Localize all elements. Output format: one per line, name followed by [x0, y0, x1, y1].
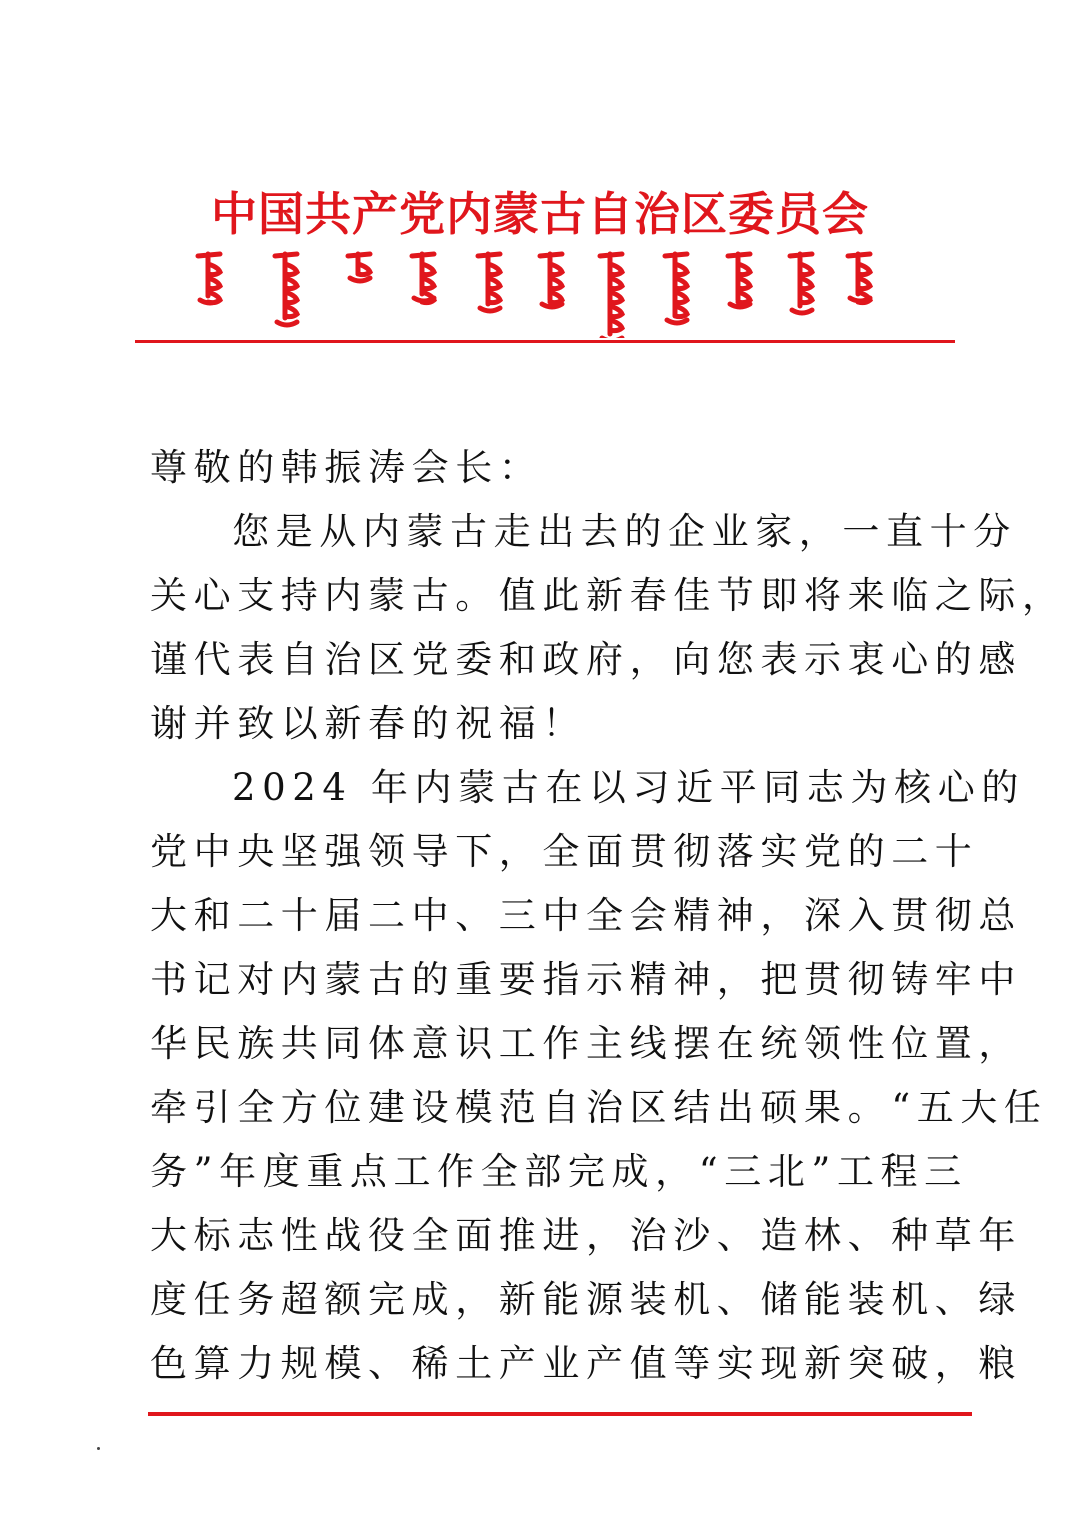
salutation-line: 尊敬的韩振涛会长：: [150, 446, 543, 489]
mongolian-word-glyph: [665, 254, 687, 323]
paragraph-text: 您是从内蒙古走出去的企业家，一直十分: [232, 510, 1017, 553]
mongolian-word-glyph: [348, 254, 370, 281]
header-divider: [135, 340, 955, 343]
paragraph-line: [150, 756, 1025, 820]
paragraph-line: 大标志性战役全面推进，治沙、造林、种草年: [150, 1214, 1022, 1257]
paragraph-line: [150, 500, 1017, 564]
paragraph-line: 关心支持内蒙古。值此新春佳节即将来临之际，: [150, 574, 1066, 617]
paragraph-line: 书记对内蒙古的重要指示精神，把贯彻铸牢中: [150, 958, 1022, 1001]
mongolian-word-glyph: [848, 254, 870, 303]
paragraph-line: 牵引全方位建设模范自治区结出硕果。“五大任: [150, 1086, 1048, 1129]
letterhead-title: 中国共产党内蒙古自治区委员会: [211, 187, 869, 241]
mongolian-word-glyph: [790, 254, 812, 313]
mongolian-word-glyph: [600, 254, 622, 338]
mongolian-word-glyph: [412, 254, 434, 303]
mongolian-word-glyph: [198, 254, 220, 303]
paragraph-line: 大和二十届二中、三中全会精神，深入贯彻总: [150, 894, 1022, 937]
mongolian-script-logotype: [190, 238, 900, 338]
paragraph-line: 度任务超额完成，新能源装机、储能装机、绿: [150, 1278, 1022, 1321]
mongolian-word-glyph: [275, 254, 297, 325]
paragraph-line: 谢并致以新春的祝福！: [150, 702, 586, 745]
paragraph-text: 2024 年内蒙古在以习近平同志为核心的: [232, 766, 1025, 809]
scan-speck: [97, 1447, 100, 1450]
paragraph-line: 党中央坚强领导下，全面贯彻落实党的二十: [150, 830, 979, 873]
mongolian-word-glyph: [478, 254, 500, 311]
mongolian-word-glyph: [728, 254, 750, 307]
paragraph-line: 色算力规模、稀土产业产值等实现新突破，粮: [150, 1342, 1022, 1385]
footer-divider: [148, 1412, 972, 1416]
paragraph-line: 务”年度重点工作全部完成，“三北”工程三: [150, 1150, 968, 1193]
paragraph-line: 华民族共同体意识工作主线摆在统领性位置，: [150, 1022, 1022, 1065]
letter-body: [150, 436, 1066, 1396]
mongolian-word-glyph: [540, 254, 562, 307]
paragraph-line: 谨代表自治区党委和政府，向您表示衷心的感: [150, 638, 1022, 681]
